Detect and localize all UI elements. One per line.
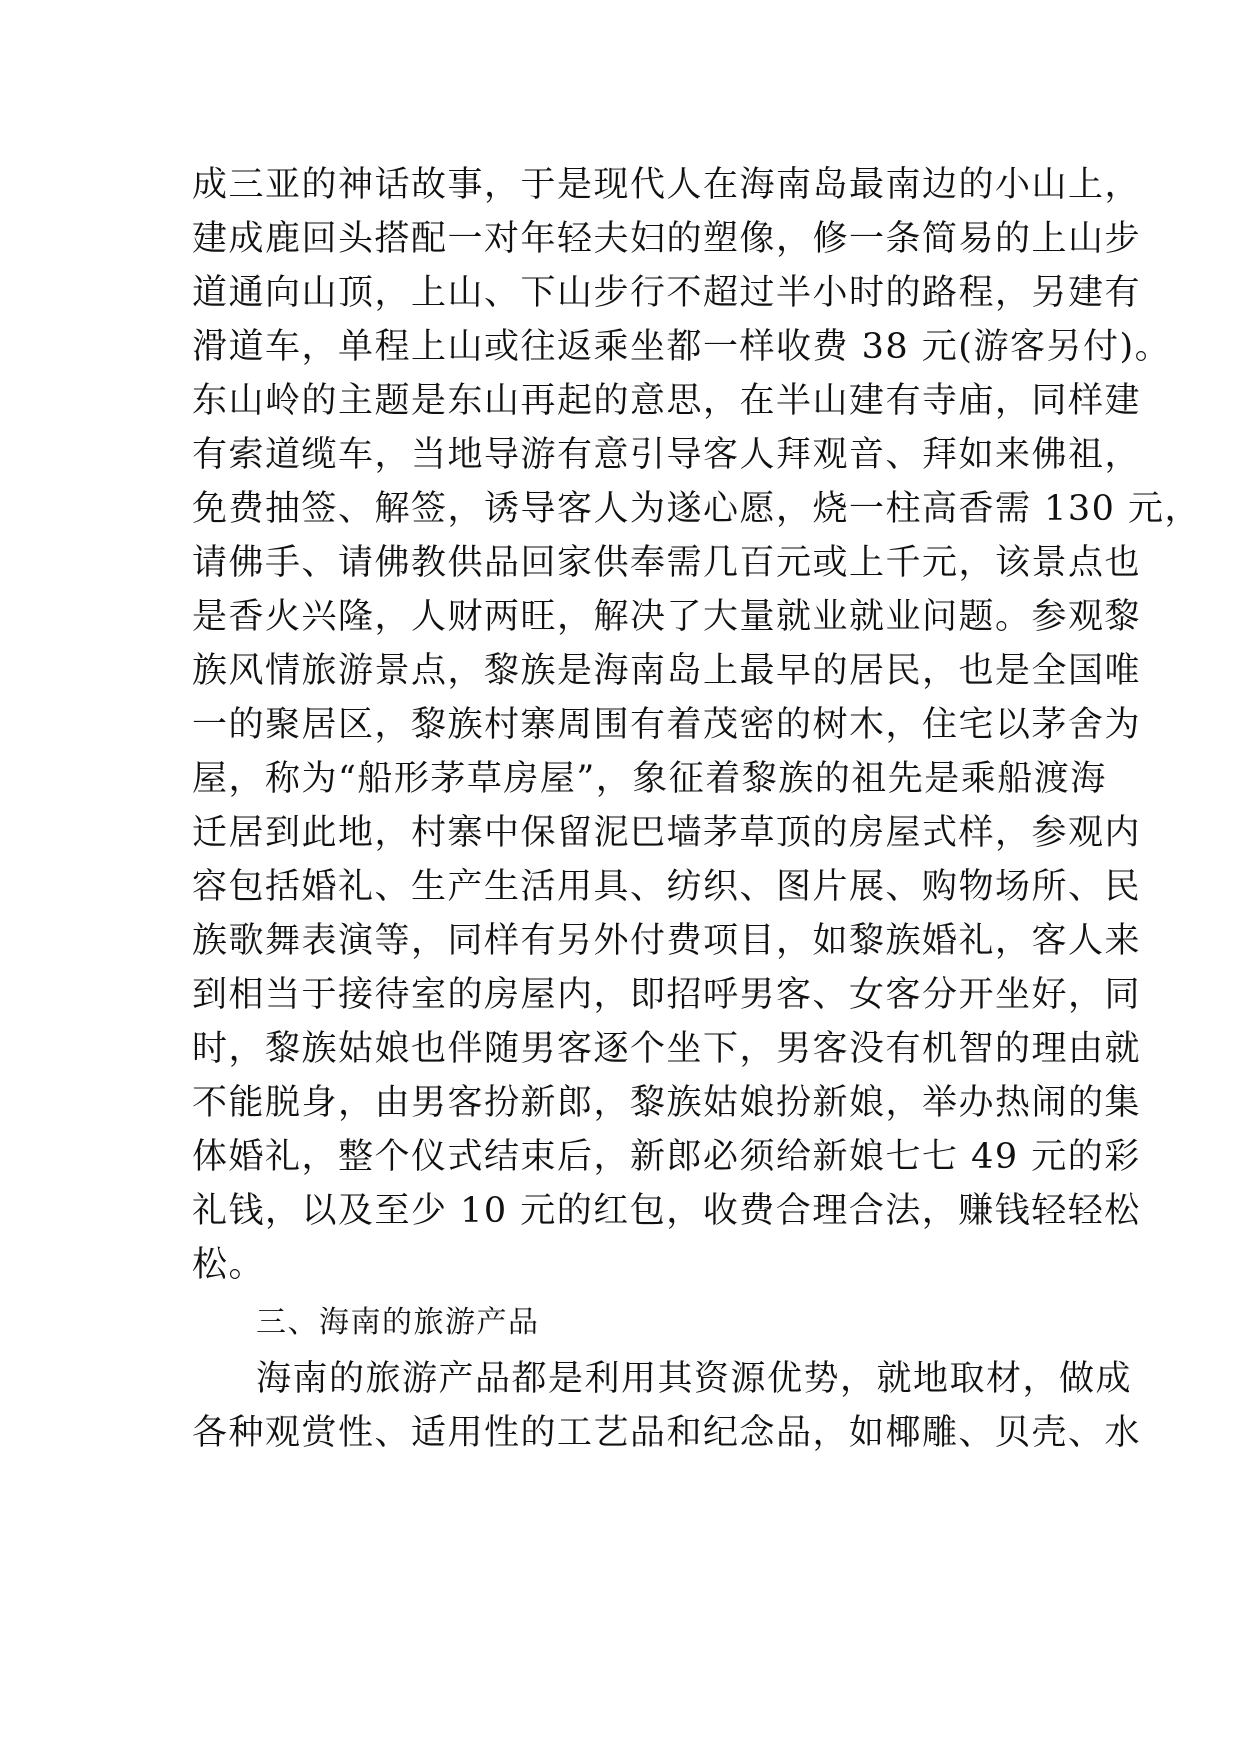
paragraph-1-line: 不能脱身，由男客扮新郎，黎族姑娘扮新娘，举办热闹的集 xyxy=(192,1083,1142,1123)
paragraph-1-line: 到相当于接待室的房屋内，即招呼男客、女客分开坐好，同 xyxy=(192,975,1142,1015)
paragraph-1-line: 道通向山顶，上山、下山步行不超过半小时的路程，另建有 xyxy=(192,273,1142,313)
paragraph-1-line: 滑道车，单程上山或往返乘坐都一样收费 38 元(游客另付)。 xyxy=(192,327,1172,367)
paragraph-1-line: 时，黎族姑娘也伴随男客逐个坐下，男客没有机智的理由就 xyxy=(192,1029,1142,1069)
paragraph-1-line: 族歌舞表演等，同样有另外付费项目，如黎族婚礼，客人来 xyxy=(192,921,1142,961)
paragraph-1-line: 免费抽签、解签，诱导客人为遂心愿，烧一柱高香需 130 元， xyxy=(192,489,1202,529)
paragraph-1-line: 屋，称为“船形茅草房屋”，象征着黎族的祖先是乘船渡海 xyxy=(192,759,1107,799)
paragraph-1-line: 迁居到此地，村寨中保留泥巴墙茅草顶的房屋式样，参观内 xyxy=(192,813,1142,853)
paragraph-2-line: 各种观赏性、适用性的工艺品和纪念品，如椰雕、贝壳、水 xyxy=(192,1413,1142,1453)
paragraph-1-line: 容包括婚礼、生产生活用具、纺织、图片展、购物场所、民 xyxy=(192,867,1142,907)
paragraph-1-line: 松。 xyxy=(192,1245,266,1285)
paragraph-2-line: 海南的旅游产品都是利用其资源优势，就地取材，做成 xyxy=(256,1359,1133,1399)
paragraph-1-line: 请佛手、请佛教供品回家供奉需几百元或上千元，该景点也 xyxy=(192,543,1142,583)
section-heading: 三、海南的旅游产品 xyxy=(256,1305,540,1340)
paragraph-1-line: 体婚礼，整个仪式结束后，新郎必须给新娘七七 49 元的彩 xyxy=(192,1137,1141,1177)
paragraph-1-line: 是香火兴隆，人财两旺，解决了大量就业就业问题。参观黎 xyxy=(192,597,1142,637)
paragraph-1-line: 有索道缆车，当地导游有意引导客人拜观音、拜如来佛祖， xyxy=(192,435,1142,475)
paragraph-1-line: 一的聚居区，黎族村寨周围有着茂密的树木，住宅以茅舍为 xyxy=(192,705,1142,745)
paragraph-1-line: 礼钱，以及至少 10 元的红包，收费合理合法，赚钱轻轻松 xyxy=(192,1191,1141,1231)
paragraph-1-line: 东山岭的主题是东山再起的意思，在半山建有寺庙，同样建 xyxy=(192,381,1142,421)
paragraph-1-line: 建成鹿回头搭配一对年轻夫妇的塑像，修一条简易的上山步 xyxy=(192,219,1142,259)
paragraph-1-line: 成三亚的神话故事，于是现代人在海南岛最南边的小山上， xyxy=(192,165,1142,205)
paragraph-1-line: 族风情旅游景点，黎族是海南岛上最早的居民，也是全国唯 xyxy=(192,651,1142,691)
